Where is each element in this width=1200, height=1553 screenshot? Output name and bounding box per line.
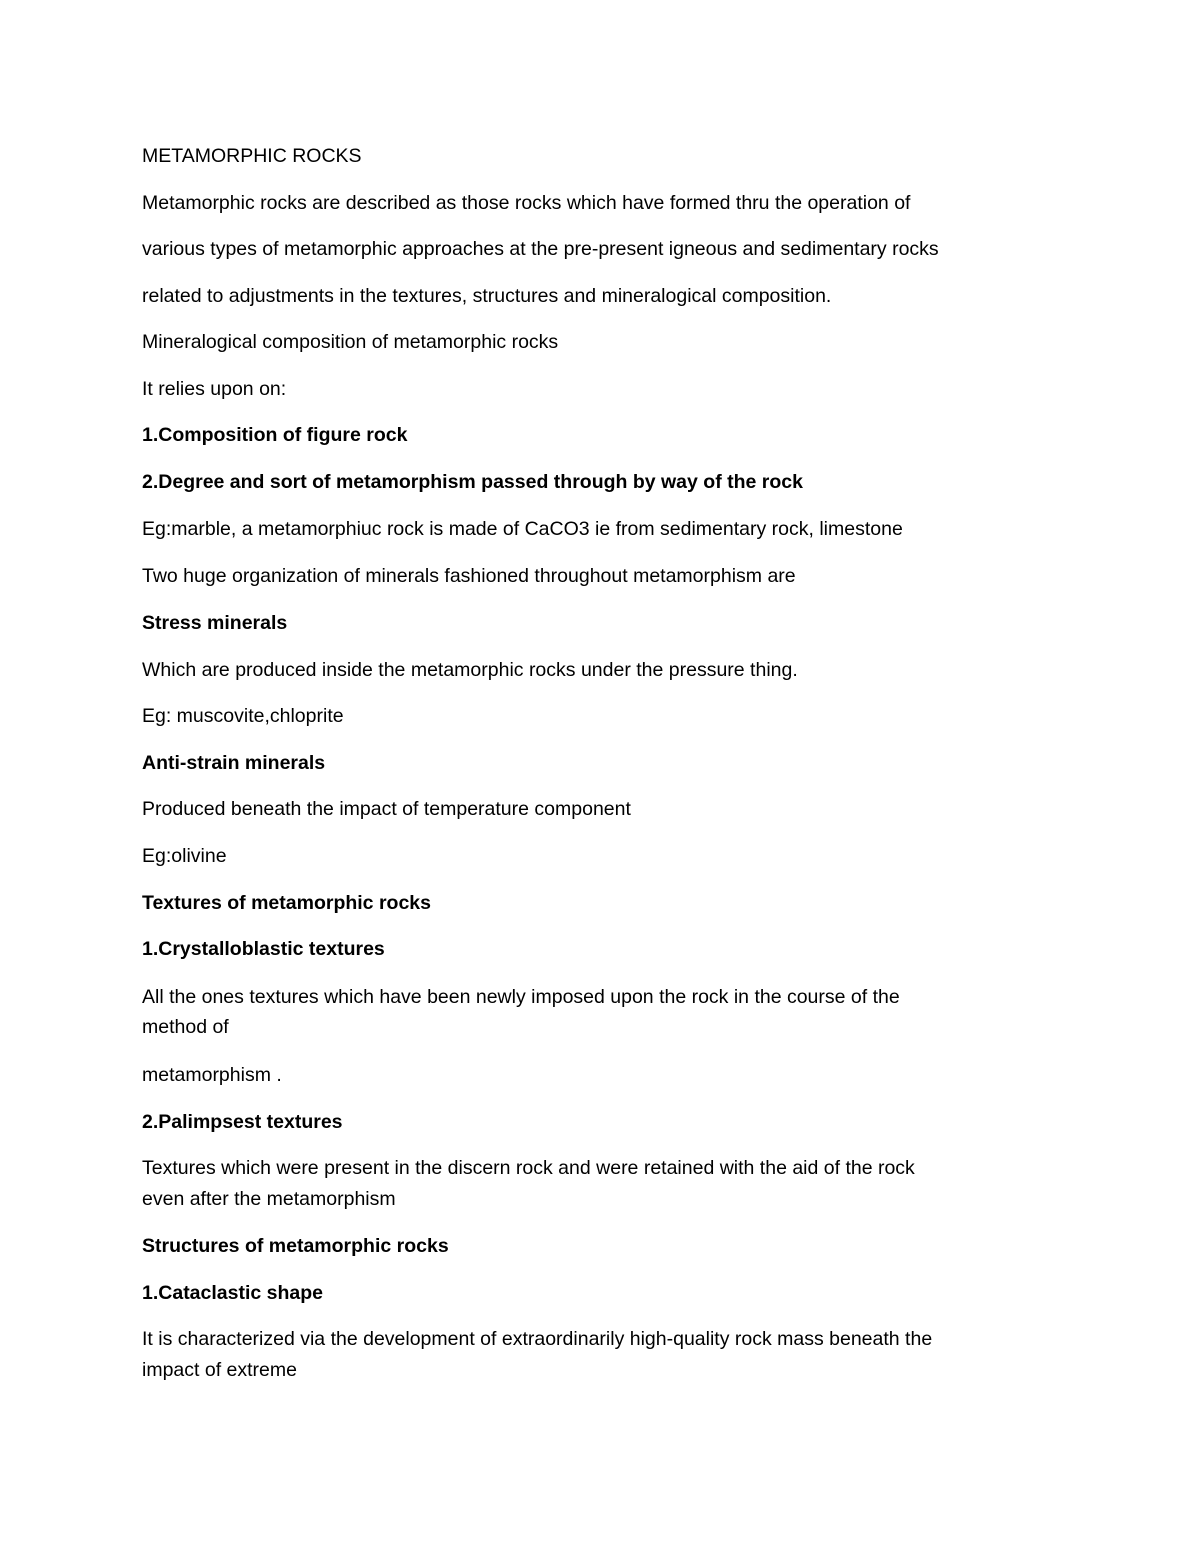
document-title: METAMORPHIC ROCKS xyxy=(142,145,362,167)
paragraph-line: Which are produced inside the metamorphic rocks under the pressure thing. xyxy=(142,659,798,681)
section-heading: Textures of metamorphic rocks xyxy=(142,892,431,914)
list-item-heading: 2.Degree and sort of metamorphism passed through by way of the rock xyxy=(142,471,803,493)
paragraph-line: impact of extreme xyxy=(142,1359,297,1381)
paragraph-line: Eg:olivine xyxy=(142,845,227,867)
section-heading: Anti-strain minerals xyxy=(142,752,326,774)
paragraph-line: Produced beneath the impact of temperature component xyxy=(142,798,631,820)
section-heading: Structures of metamorphic rocks xyxy=(142,1235,449,1257)
paragraph-line: It is characterized via the development of extraordinarily high-quality rock mass beneath the xyxy=(142,1328,933,1350)
paragraph-line: Mineralogical composition of metamorphic rocks xyxy=(142,331,559,353)
list-item-heading: 1.Cataclastic shape xyxy=(142,1282,324,1304)
section-heading: Stress minerals xyxy=(142,612,288,634)
paragraph-line: Two huge organization of minerals fashioned throughout metamorphism are xyxy=(142,565,796,587)
paragraph-line: It relies upon on: xyxy=(142,378,287,400)
list-item-heading: 1.Crystalloblastic textures xyxy=(142,938,385,960)
paragraph-line: even after the metamorphism xyxy=(142,1188,396,1210)
list-item-heading: 2.Palimpsest textures xyxy=(142,1111,343,1133)
list-item-heading: 1.Composition of figure rock xyxy=(142,424,408,446)
paragraph-line: Metamorphic rocks are described as those rocks which have formed thru the operation of xyxy=(142,192,911,214)
paragraph-line: All the ones textures which have been newly imposed upon the rock in the course of the xyxy=(142,986,900,1008)
paragraph-line: Eg:marble, a metamorphiuc rock is made of CaCO3 ie from sedimentary rock, limestone xyxy=(142,518,903,540)
paragraph-line: metamorphism . xyxy=(142,1064,282,1086)
paragraph-line: various types of metamorphic approaches at the pre-present igneous and sedimentary rocks xyxy=(142,238,939,260)
paragraph-line: related to adjustments in the textures, structures and mineralogical composition. xyxy=(142,285,832,307)
paragraph-line: Eg: muscovite,chloprite xyxy=(142,705,344,727)
paragraph-line: Textures which were present in the discern rock and were retained with the aid of the rock xyxy=(142,1157,915,1179)
paragraph-line: method of xyxy=(142,1016,229,1038)
